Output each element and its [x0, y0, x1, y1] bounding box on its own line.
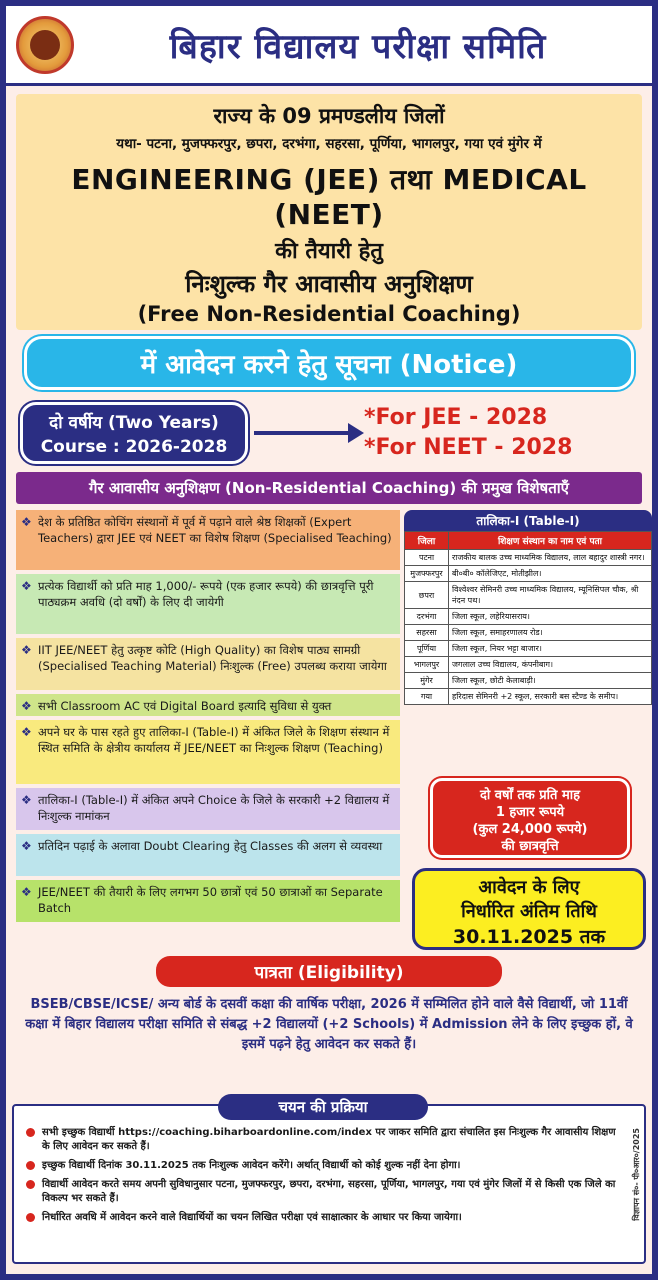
table-cell: पूर्णिया [405, 641, 449, 657]
hero-line-4: की तैयारी हेतु [275, 239, 383, 264]
scholarship-line: 1 हजार रूपये [495, 805, 565, 820]
table-cell: मुंगेर [405, 673, 449, 689]
table-row [405, 641, 652, 657]
bullet-dot-icon [26, 1128, 35, 1137]
table-row [405, 689, 652, 705]
table-cell: बी०बी० कॉलेजिएट, मोतीझील। [449, 566, 652, 582]
diamond-bullet-icon: ❖ [21, 699, 32, 713]
table-row [405, 609, 652, 625]
bseb-logo [16, 16, 74, 74]
deadline-line-2: निर्धारित अंतिम तिथि [461, 901, 597, 922]
table-row [405, 625, 652, 641]
table-row [405, 657, 652, 673]
diamond-bullet-icon: ❖ [21, 579, 32, 593]
process-title: चयन की प्रक्रिया [218, 1094, 428, 1120]
process-step: सभी इच्छुक विद्यार्थी https://coaching.biharboardonline.com/index पर जाकर समिति द्वारा संचालित इस निःशुल्क गैर आवासीय शिक्षण के लिए आवेदन कर सकते हैं। [26, 1126, 618, 1154]
diamond-bullet-icon: ❖ [21, 885, 32, 899]
deadline-date: 30.11.2025 तक [452, 926, 606, 948]
advertisement-code: विज्ञापन सं०- पी०आर०/2025 [632, 1128, 641, 1221]
deadline-box [412, 868, 646, 950]
table-row [405, 673, 652, 689]
course-box [20, 402, 248, 464]
selection-process-box [12, 1104, 646, 1264]
feature-item: ❖ अपने घर के पास रहते हुए तालिका-I (Table-I) में अंकित जिले के शिक्षण संस्थान में स्थित समिति के क्षेत्रीय कार्यालय में JEE/NEET का निःशुल्क शिक्षण (Teaching) [16, 720, 400, 784]
course-row [20, 400, 638, 466]
diamond-bullet-icon: ❖ [21, 839, 32, 853]
table-cell: हरिदास सेमिनरी +2 स्कूल, सरकारी बस स्टैण्ड के समीप। [449, 689, 652, 705]
table-row [405, 550, 652, 566]
header-title: बिहार विद्यालय परीक्षा समिति [169, 26, 547, 67]
diamond-bullet-icon: ❖ [21, 515, 32, 529]
bullet-dot-icon [26, 1161, 35, 1170]
table-cell: सहरसा [405, 625, 449, 641]
table-header: जिला [405, 532, 449, 550]
emblem-icon [30, 30, 60, 60]
hero-line-6: (Free Non-Residential Coaching) [137, 302, 521, 326]
hero-line-5: निःशुल्क गैर आवासीय अनुशिक्षण [185, 270, 473, 298]
table-title: तालिका-I (Table-I) [404, 510, 652, 531]
process-step: इच्छुक विद्यार्थी दिनांक 30.11.2025 तक निःशुल्क आवेदन करेंगे। अर्थात् विद्यार्थी को कोई शुल्क नहीं देना होगा। [26, 1159, 618, 1173]
diamond-bullet-icon: ❖ [21, 643, 32, 657]
jee-year: *For JEE - 2028 [364, 405, 548, 430]
middle-section [16, 510, 645, 950]
notice-banner: में आवेदन करने हेतु सूचना (Notice) [24, 336, 634, 390]
table-cell: राजकीय बालक उच्च माध्यमिक विद्यालय, लाल बहादुर शास्त्री नगर। [449, 550, 652, 566]
table-cell: दरभंगा [405, 609, 449, 625]
scholarship-line: (कुल 24,000 रूपये) [472, 822, 588, 837]
feature-item: ❖ तालिका-I (Table-I) में अंकित अपने Choice के जिले के सरकारी +2 विद्यालय में निःशुल्क नामांकन [16, 788, 400, 830]
table-header-row [405, 532, 652, 550]
arrow-right-icon [254, 423, 364, 443]
target-years [364, 403, 638, 463]
features-title: गैर आवासीय अनुशिक्षण (Non-Residential Coaching) की प्रमुख विशेषताएँ [16, 472, 642, 504]
scholarship-line: की छात्रवृत्ति [501, 839, 559, 854]
table-cell: जिला स्कूल, समाहरणालय रोड। [449, 625, 652, 641]
hero-line-1: राज्य के 09 प्रमण्डलीय जिलों [213, 104, 445, 128]
table-cell: विश्वेश्वर सेमिनरी उच्च माध्यमिक विद्यालय, म्यूनिसिपल चौक, श्री नंदन पथ। [449, 582, 652, 609]
feature-item: ❖ प्रतिदिन पढ़ाई के अलावा Doubt Clearing हेतु Classes की अलग से व्यवस्था [16, 834, 400, 876]
table-row [405, 582, 652, 609]
neet-year: *For NEET - 2028 [364, 435, 573, 460]
institutes-table [404, 510, 652, 705]
table-cell: जिला स्कूल, नियर भट्टा बाजार। [449, 641, 652, 657]
deadline-line-1: आवेदन के लिए [478, 877, 580, 898]
table-cell: गया [405, 689, 449, 705]
table-row [405, 566, 652, 582]
diamond-bullet-icon: ❖ [21, 793, 32, 807]
feature-item: ❖ सभी Classroom AC एवं Digital Board इत्यादि सुविधा से युक्त [16, 694, 400, 716]
hero-line-2: यथा- पटना, मुजफ्फरपुर, छपरा, दरभंगा, सहरसा, पूर्णिया, भागलपुर, गया एवं मुंगेर में [116, 136, 542, 152]
course-line-1: दो वर्षीय (Two Years) [49, 413, 219, 433]
table-cell: जिला स्कूल, लहेरियासराय। [449, 609, 652, 625]
bullet-dot-icon [26, 1180, 35, 1189]
features-list [16, 510, 400, 926]
scholarship-badge [430, 778, 630, 858]
diamond-bullet-icon: ❖ [21, 725, 32, 739]
course-line-2: Course : 2026-2028 [40, 437, 228, 457]
table-cell: भागलपुर [405, 657, 449, 673]
eligibility-title: पात्रता (Eligibility) [156, 956, 502, 987]
feature-item: ❖ प्रत्येक विद्यार्थी को प्रति माह 1,000/- रूपये (एक हजार रूपये) की छात्रवृत्ति पूरी पाठ्यक्रम अवधि (दो वर्षों) के लिए दी जायेगी [16, 574, 400, 634]
table-cell: जगलाल उच्च विद्यालय, कंपनीबाग। [449, 657, 652, 673]
header [6, 6, 652, 86]
scholarship-line: दो वर्षों तक प्रति माह [479, 788, 581, 803]
eligibility-text: BSEB/CBSE/ICSE/ अन्य बोर्ड के दसवीं कक्षा की वार्षिक परीक्षा, 2026 में सम्मिलित होने वाले वैसे विद्यार्थी, जो 11वीं कक्षा में बिहार विद्यालय परीक्षा समिति से संबद्ध +2 विद्यालयों (+2 Schools) में Admission लेने के लिए इच्छुक हों, वे इसमें पढ़ने हेतु आवेदन कर सकते हैं। [25, 997, 633, 1052]
process-steps [14, 1106, 644, 1225]
bullet-dot-icon [26, 1213, 35, 1222]
table [404, 531, 652, 705]
process-step: निर्धारित अवधि में आवेदन करने वाले विद्यार्थियों का चयन लिखित परीक्षा एवं साक्षात्कार के आधार पर किया जायेगा। [26, 1211, 618, 1225]
hero-line-3: ENGINEERING (JEE) तथा MEDICAL (NEET) [71, 163, 587, 231]
feature-item: ❖ IIT JEE/NEET हेतु उत्कृष्ट कोटि (High Quality) का विशेष पाठ्य सामग्री (Specialised Teaching Material) निःशुल्क (Free) उपलब्ध कराया जायेगा [16, 638, 400, 690]
table-cell: छपरा [405, 582, 449, 609]
hero-section [16, 94, 642, 330]
table-cell: पटना [405, 550, 449, 566]
table-header: शिक्षण संस्थान का नाम एवं पता [449, 532, 652, 550]
table-cell: जिला स्कूल, छोटी केलाबाड़ी। [449, 673, 652, 689]
feature-item: ❖ JEE/NEET की तैयारी के लिए लगभग 50 छात्रों एवं 50 छात्राओं का Separate Batch [16, 880, 400, 922]
table-cell: मुजफ्फरपुर [405, 566, 449, 582]
feature-item: ❖ देश के प्रतिष्ठित कोचिंग संस्थानों में पूर्व में पढ़ाने वाले श्रेष्ठ शिक्षकों (Expert Teachers) द्वारा JEE एवं NEET का विशेष शिक्षण (Specialised Teaching) [16, 510, 400, 570]
process-step: विद्यार्थी आवेदन करते समय अपनी सुविधानुसार पटना, मुजफ्फरपुर, छपरा, दरभंगा, सहरसा, पूर्णिया, भागलपुर, गया एवं मुंगेर जिलों में से किसी एक जिले का विकल्प भर सकते हैं। [26, 1178, 618, 1206]
